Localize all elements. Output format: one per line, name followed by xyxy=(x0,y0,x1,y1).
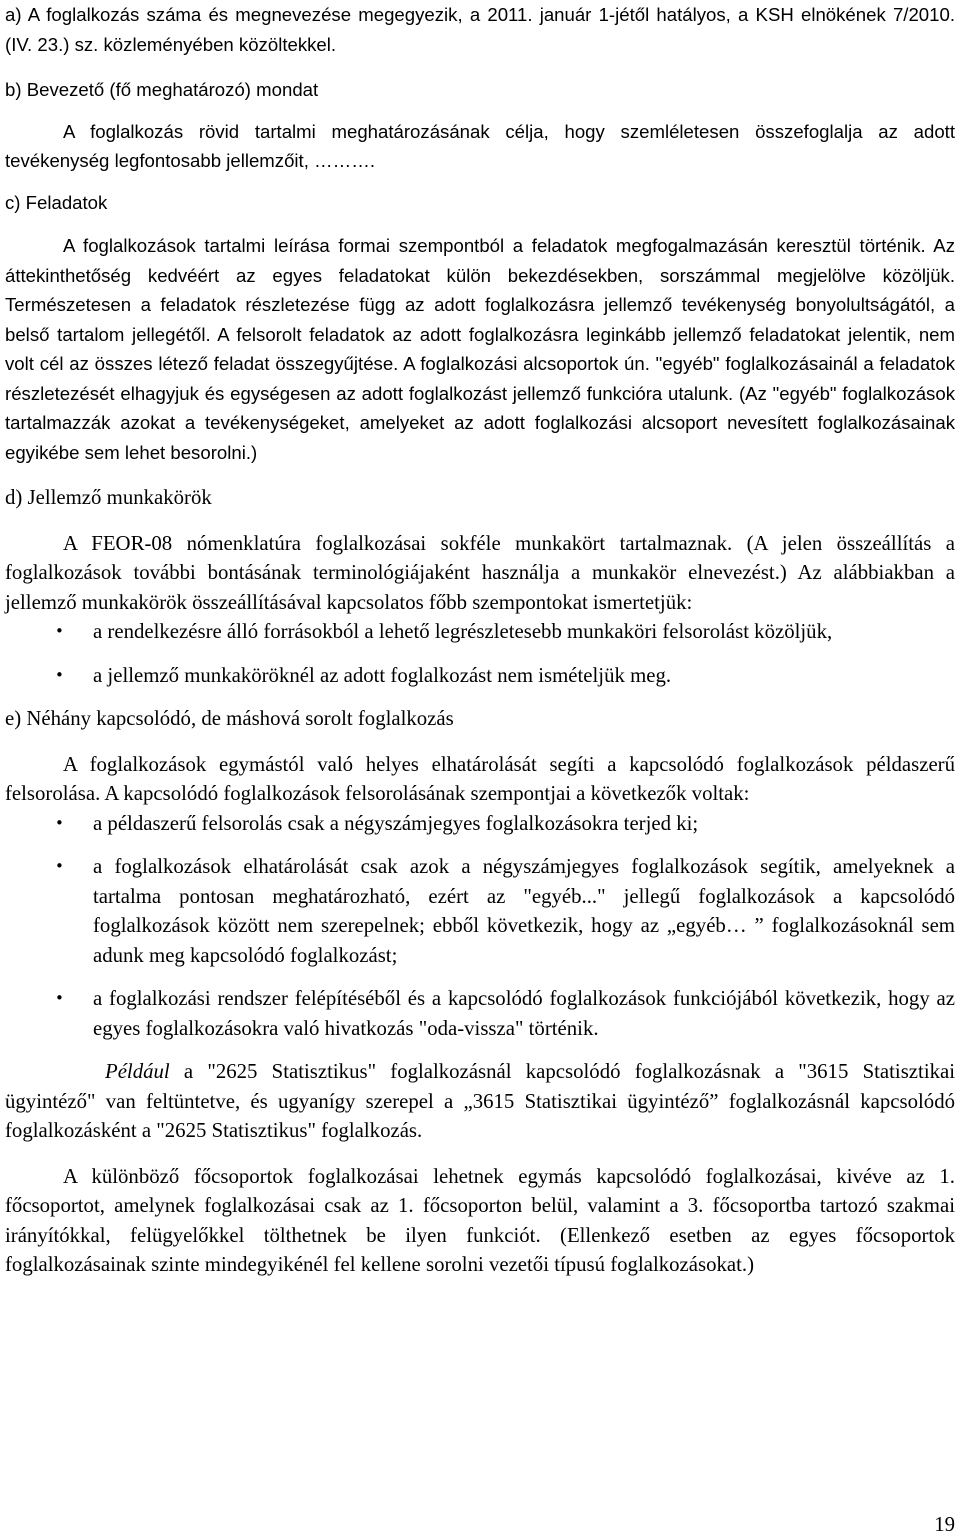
bullet-icon: • xyxy=(55,665,64,684)
section-d-paragraph: A FEOR-08 nómenklatúra foglalkozásai sokféle munkakört tartalmaznak. (A jelen összeállítás a foglalkozások további bontásának terminológiájaként használja a munkakör elnevezést.) Az alábbiakban a jellemző munkakörök összeállításával kapcsolatos főbb szempontokat ismertetjük: xyxy=(5,531,955,614)
section-c-paragraph: A foglalkozások tartalmi leírása formai szempontból a feladatok megfogalmazásán keresztül történik. Az áttekinthetőség kedvéért az egyes feladatokat külön bekezdésekben, sorszámmal megjelölve közöljük. Természetesen a feladatok részletezése függ az adott foglalkozásra jellemző tevékenység bonyolultságától, a belső tartalom jellegétől. A felsorolt feladatok az adott foglalkozásra leginkább jellemző feladatokat jelentik, nem volt cél az összes létező feladat összegyűjtése. A foglalkozási alcsoportok ún. "egyéb" foglalkozásainál a feladatok részletezését elhagyjuk és egységesen az adott foglalkozást jellemző funkcióra utalunk. (Az "egyéb" foglalkozások tartalmazzák azokat a tevékenységeket, amelyeket az adott foglalkozási alcsoport nevesített foglalkozásainak egyikébe sem lehet besorolni.) xyxy=(5,235,955,463)
list-item xyxy=(5,661,955,691)
list-item-text: a példaszerű felsorolás csak a négyszámjegyes foglalkozásokra terjed ki; xyxy=(93,811,699,835)
list-item-text: a foglalkozási rendszer felépítéséből és a kapcsolódó foglalkozások funkciójából következik, hogy az egyes foglalkozásokra való hivatkozás "oda-vissza" történik. xyxy=(93,987,955,1040)
bullet-icon: • xyxy=(55,989,64,1007)
section-d-heading: d) Jellemző munkakörök xyxy=(5,486,212,509)
document-page xyxy=(5,0,955,1280)
example-paragraph xyxy=(5,1057,955,1146)
section-e-bullet-list xyxy=(5,809,955,1044)
section-e-paragraph: A foglalkozások egymástól való helyes elhatárolását segíti a kapcsolódó foglalkozások példaszerű felsorolása. A kapcsolódó foglalkozások felsorolásának szempontjai a következők voltak: xyxy=(5,752,955,805)
example-lead: Például xyxy=(105,1060,170,1083)
section-b-paragraph: A foglalkozás rövid tartalmi meghatározásának célja, hogy szemléletesen összefoglalja az adott tevékenység legfontosabb jellemzőit, ………. xyxy=(5,120,955,171)
list-item xyxy=(5,852,955,970)
list-item xyxy=(5,617,955,647)
list-item-text: a rendelkezésre álló forrásokból a lehető legrészletesebb munkaköri felsorolást közöljük, xyxy=(93,620,833,643)
section-a-paragraph: a) A foglalkozás száma és megnevezése megegyezik, a 2011. január 1-jétől hatályos, a KSH elnökének 7/2010. (IV. 23.) sz. közleményében közöltekkel. xyxy=(5,4,955,55)
list-item xyxy=(5,809,955,839)
list-item xyxy=(5,984,955,1043)
section-c-heading: c) Feladatok xyxy=(5,191,108,213)
section-d-bullet-list xyxy=(5,617,955,690)
example-text: a "2625 Statisztikus" foglalkozásnál kapcsolódó foglalkozásnak a "3615 Statisztikai ügyintéző" van feltüntetve, és ugyanígy szerepel a „3615 Statisztikai ügyintéző” foglalkozásnál kapcsolódó foglalkozásként a "2625 Statisztikus" foglalkozás. xyxy=(5,1060,955,1142)
final-paragraph: A különböző főcsoportok foglalkozásai lehetnek egymás kapcsolódó foglalkozásai, kivéve az 1. főcsoportot, amelynek foglalkozásai csak az 1. főcsoporton belül, valamint a 3. főcsoportba tartozó szakmai irányítókkal, felügyelőkkel tölthetnek be ilyen funkciót. (Ellenkező esetben az egyes főcsoportok foglalkozásainak szinte mindegyikénél fel kellene sorolni vezetői típusú foglalkozásokat.) xyxy=(5,1164,955,1276)
bullet-icon: • xyxy=(55,622,64,640)
section-e-heading: e) Néhány kapcsolódó, de máshová sorolt foglalkozás xyxy=(5,707,454,730)
page-number: 19 xyxy=(934,1513,955,1536)
list-item-text: a foglalkozások elhatárolását csak azok a négyszámjegyes foglalkozások segítik, amelyeknek a tartalma pontosan meghatározható, ezért az "egyéb..." jellegű foglalkozások a kapcsolódó foglalkozások között nem szerepelnek; ebből következik, hogy az „egyéb… ” foglalkozásoknál sem adunk meg kapcsolódó foglalkozást; xyxy=(93,855,955,967)
list-item-text: a jellemző munkaköröknél az adott foglalkozást nem ismételjük meg. xyxy=(93,663,672,687)
section-b-heading: b) Bevezető (fő meghatározó) mondat xyxy=(5,79,319,100)
bullet-icon: • xyxy=(55,813,64,832)
bullet-icon: • xyxy=(55,857,64,875)
